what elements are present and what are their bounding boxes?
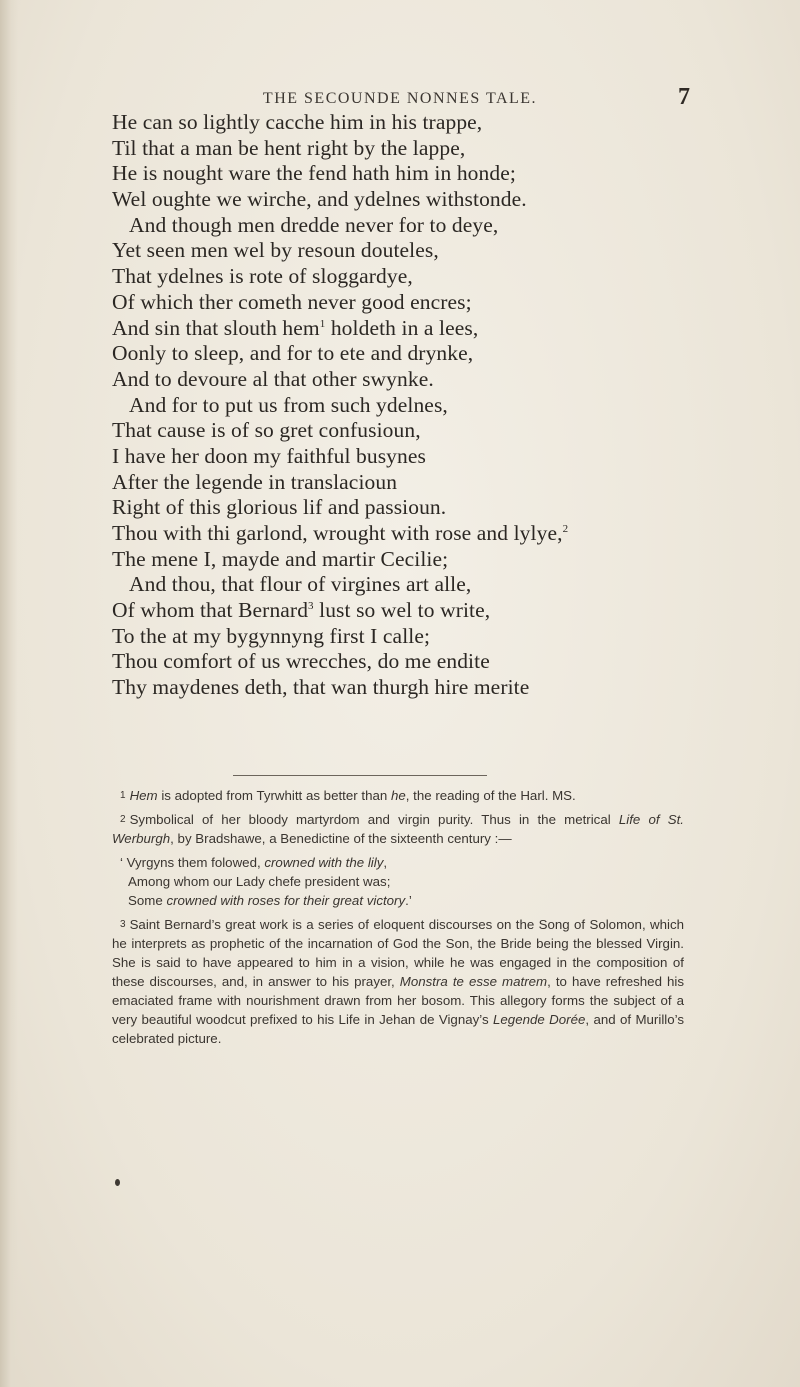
poem-line xyxy=(112,598,752,624)
poem-line xyxy=(112,624,752,650)
poem-line xyxy=(112,187,752,213)
footnote-number: 2 xyxy=(120,814,126,825)
footnote-3 xyxy=(112,915,684,1048)
poem-line xyxy=(112,675,752,701)
poem-line-text: Yet seen men wel by resoun douteles, xyxy=(112,238,439,263)
poem-line xyxy=(112,649,752,675)
page-gutter-shadow xyxy=(0,0,18,1387)
poem-line-text: And thou, that flour of virgines art alle, xyxy=(129,572,472,597)
poem-line-text: Of which ther cometh never good encres; xyxy=(112,289,472,314)
poem-line xyxy=(112,238,752,264)
poem-line xyxy=(112,290,752,316)
poem-line-text: Of whom that Bernard xyxy=(112,598,309,623)
poem-line xyxy=(112,110,752,136)
poem-line-text: And though men dredde never for to deye, xyxy=(129,212,499,237)
poem-line-text: To the at my bygynnyng first I calle; xyxy=(112,623,431,648)
poem-line-text: And sin that slouth hem xyxy=(112,315,320,340)
note-text: Some xyxy=(128,893,167,908)
note-text: , by Bradshawe, a Benedictine of the sixteenth century :— xyxy=(170,831,512,846)
poem-line xyxy=(112,341,752,367)
footnote-marker: 3 xyxy=(308,600,314,613)
poem-line xyxy=(112,264,752,290)
poem-line-text: That cause is of so gret confusioun, xyxy=(112,418,421,443)
italic-text: crowned with roses for their great victory xyxy=(166,893,406,908)
note-text: Symbolical of her bloody martyrdom and virgin purity. Thus in the metrical xyxy=(129,812,619,827)
poem-line xyxy=(112,136,752,162)
footnote-marker: 1 xyxy=(319,317,326,330)
note-text: ‘ Vyrgyns them folowed, xyxy=(120,855,265,870)
poem-line-text: I have her doon my faithful busynes xyxy=(112,443,426,468)
poem-line-text: He can so lightly cacche him in his trappe, xyxy=(112,110,483,134)
poem-line xyxy=(112,521,752,547)
poem-line-text: That ydelnes is rote of sloggardye, xyxy=(112,264,413,289)
poem-line-text-continued: holdeth in a lees, xyxy=(325,315,479,340)
poem-line xyxy=(112,393,752,419)
poem-line xyxy=(112,213,752,239)
poem-line xyxy=(112,161,752,187)
poem-line-text-continued: lust so wel to write, xyxy=(313,598,491,623)
poem-line-text: The mene I, mayde and martir Cecilie; xyxy=(112,546,449,571)
poem-line xyxy=(112,418,752,444)
italic-text: Hem xyxy=(129,788,158,803)
poem-line-text: Thou comfort of us wrecches, do me endite xyxy=(112,649,490,674)
italic-text: Monstra te esse matrem xyxy=(399,974,548,989)
poem-line xyxy=(112,572,752,598)
poem-line-text: Oonly to sleep, and for to ete and drynke, xyxy=(112,341,474,366)
poem-line-text: Thy maydenes deth, that wan thurgh hire merite xyxy=(112,675,530,700)
note-text: Among whom our Lady chefe president was; xyxy=(128,874,391,889)
footnote-number: 1 xyxy=(120,790,126,801)
poem-line-text: Right of this glorious lif and passioun. xyxy=(112,495,447,520)
footnotes xyxy=(112,786,684,1053)
note-text: , xyxy=(383,855,388,870)
note-text: Saint Bernard’s great work is a series of eloquent discourses on the Song of Solomon, which he interprets as prophetic of the incarnation of God the Son, the Bride being the blessed Virgin. She is said to have appeared to him in a vision, while he was engaged in the composition of these discourses, and, in answer to his prayer, xyxy=(112,917,684,989)
poem-line xyxy=(112,470,752,496)
footnote-rule xyxy=(233,775,487,776)
footnote-marker: 2 xyxy=(562,523,569,535)
note-text: , the reading of the Harl. MS. xyxy=(405,788,576,803)
footnote-1 xyxy=(112,786,684,805)
note-text: .’ xyxy=(405,893,412,908)
poem-line-text: Til that a man be hent right by the lappe, xyxy=(112,135,466,160)
quotation-line xyxy=(112,853,684,872)
note-text: is adopted from Tyrwhitt as better than xyxy=(157,788,391,803)
poem-stanzas xyxy=(112,110,752,701)
poem-line xyxy=(112,444,752,470)
poem-line-text: After the legende in translacioun xyxy=(112,469,398,494)
running-head: THE SECOUNDE NONNES TALE. xyxy=(262,90,538,107)
poem-line-text: And for to put us from such ydelnes, xyxy=(129,392,448,417)
italic-text: Life of St. Werburgh xyxy=(112,812,684,846)
quotation-line xyxy=(112,891,684,910)
footnote-2-quotation xyxy=(112,853,684,910)
footnote-number: 3 xyxy=(120,919,126,930)
poem-line xyxy=(112,547,752,573)
poem-line xyxy=(112,316,752,342)
italic-text: he xyxy=(390,788,406,803)
ink-spot xyxy=(115,1179,120,1186)
italic-text: crowned with the lily xyxy=(264,855,384,870)
page-number: 7 xyxy=(678,84,690,110)
poem-line-text: Wel oughte we wirche, and ydelnes withstonde. xyxy=(112,187,527,212)
poem-line-text: He is nought ware the fend hath him in honde; xyxy=(112,161,516,186)
note-text: , and of Murillo’s celebrated picture. xyxy=(112,1012,684,1046)
italic-text: Legende Dorée xyxy=(493,1012,586,1027)
poem-line-text: And to devoure al that other swynke. xyxy=(112,366,434,391)
quotation-line xyxy=(112,872,684,891)
note-text: , to have refreshed his emaciated frame with nourishment drawn from her bosom. This allegory forms the subject of a very beautiful woodcut prefixed to his Life in Jehan de Vignay’s xyxy=(112,974,684,1027)
poem-line xyxy=(112,367,752,393)
poem-line xyxy=(112,495,752,521)
footnote-2 xyxy=(112,810,684,848)
poem-line-text: Thou with thi garlond, wrought with rose and lylye, xyxy=(112,521,563,545)
